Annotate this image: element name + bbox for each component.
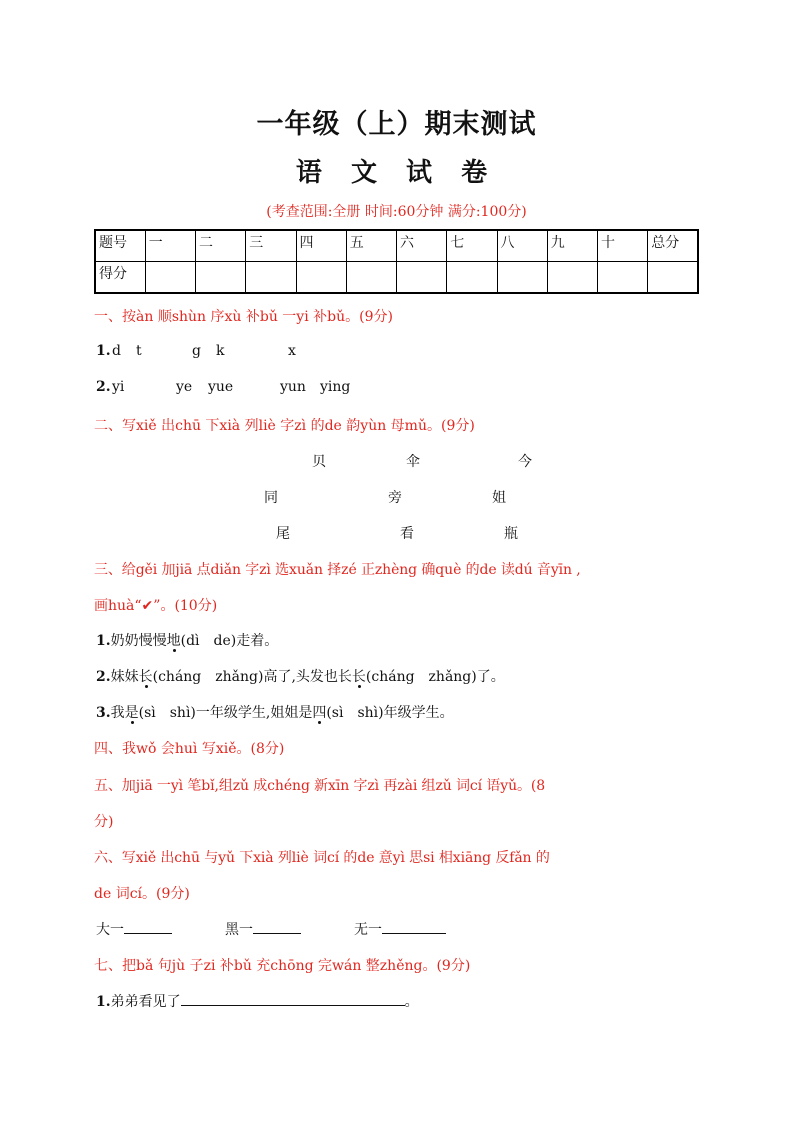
sentence-text: (sì shì)一年级学生,姐姐是 [138,705,313,721]
sentence-text: (sì shì)年级学生。 [326,705,454,721]
q6-heading-cont: de 词cí。(9分) [94,886,190,902]
q1-heading: 一、按àn 顺shùn 序xù 补bǔ 一yi 补bǔ。(9分) [94,309,393,325]
item-number: 1. [96,343,111,359]
q3-heading-part: 画huà“ [94,598,142,614]
q1-line-2 [96,379,351,395]
antonym-item [354,919,446,939]
sentence-text: 我 [110,705,125,721]
syllable: ying [320,379,351,395]
sentence-text: 。 [404,994,419,1010]
answer-blank[interactable] [181,991,405,1006]
dotted-char: 四 [312,705,327,721]
score-input-cell[interactable] [648,262,698,294]
q1-line-1 [96,343,296,359]
score-input-cell[interactable] [246,262,296,294]
letter: d [112,343,121,359]
page-title: 一年级（上）期末测试 [256,109,537,140]
sentence-text: 奶奶慢慢 [110,633,167,649]
letter: k [216,343,225,359]
sentence-text: (dì de)走着。 [180,633,279,649]
table-row [95,230,698,262]
exam-info: (考查范围:全册 时间:60分钟 满分:100分) [266,204,527,220]
item-number: 1. [96,994,111,1010]
score-input-cell[interactable] [145,262,195,294]
antonym-prompt: 大一 [96,922,124,938]
score-input-cell[interactable] [196,262,246,294]
sentence-text: (cháng zhǎng)高了,头发也长 [152,669,352,685]
table-cell: 三 [246,230,296,262]
answer-blank[interactable] [124,919,172,934]
syllable: yue [208,379,234,395]
letter: t [136,343,142,359]
score-input-cell[interactable] [296,262,346,294]
q6-heading: 六、写xiě 出chū 与yǔ 下xià 列liè 词cí 的de 意yì 思si 相xiāng 反fǎn 的 [94,850,550,866]
char: 今 [518,454,532,470]
score-input-cell[interactable] [397,262,447,294]
q3-sentence-3 [96,702,454,722]
antonym-prompt: 黑一 [225,922,253,938]
score-input-cell[interactable] [447,262,497,294]
table-cell: 七 [447,230,497,262]
letter: x [288,343,296,359]
q3-heading: 三、给gěi 加jiā 点diǎn 字zì 选xuǎn 择zé 正zhèng 确què 的de 读dú 音yīn , [94,562,581,578]
table-cell: 八 [497,230,547,262]
dotted-char: 是 [124,705,139,721]
table-cell: 十 [598,230,648,262]
dotted-char: 长 [351,669,366,685]
answer-blank[interactable] [253,919,301,934]
q4-heading: 四、我wǒ 会huì 写xiě。(8分) [94,741,285,757]
q7-heading: 七、把bǎ 句jù 子zi 补bǔ 充chōng 完wán 整zhěng。(9分) [94,958,471,974]
syllable: ye [176,379,193,395]
antonym-prompt: 无一 [354,922,382,938]
char: 瓶 [504,526,518,542]
q3-heading-cont [94,595,217,615]
q3-heading-part: ”。(10分) [153,598,218,614]
score-table [94,229,699,294]
table-row [95,262,698,294]
char: 尾 [276,526,290,542]
table-cell: 总分 [648,230,698,262]
char: 同 [264,490,278,506]
q2-heading: 二、写xiě 出chū 下xià 列liè 字zì 的de 韵yùn 母mǔ。(9分) [94,418,475,434]
q7-sentence-1 [96,991,419,1011]
antonym-item [225,919,301,939]
table-cell: 一 [145,230,195,262]
q3-sentence-2 [96,666,505,686]
item-number: 2. [96,669,111,685]
antonym-item [96,919,172,939]
q5-heading: 五、加jiā 一yì 笔bǐ,组zǔ 成chéng 新xīn 字zì 再zài 组zǔ 词cí 语yǔ。(8 [94,778,546,794]
syllable: yi [112,379,125,395]
syllable: yun [280,379,306,395]
letter: g [192,343,201,359]
table-cell: 四 [296,230,346,262]
item-number: 3. [96,705,111,721]
q5-heading-cont: 分) [94,814,114,830]
q3-sentence-1 [96,630,278,650]
score-input-cell[interactable] [497,262,547,294]
table-cell: 得分 [95,262,145,294]
check-mark-icon: ✔ [141,598,154,614]
char: 贝 [312,454,326,470]
score-input-cell[interactable] [547,262,597,294]
item-number: 1. [96,633,111,649]
table-cell: 二 [196,230,246,262]
item-number: 2. [96,379,111,395]
score-input-cell[interactable] [598,262,648,294]
char: 姐 [492,490,506,506]
char: 看 [400,526,414,542]
sentence-text: 妹妹 [110,669,139,685]
sentence-text: 弟弟看见了 [110,994,181,1010]
table-cell: 题号 [95,230,145,262]
table-cell: 九 [547,230,597,262]
table-cell: 六 [397,230,447,262]
char: 旁 [388,490,402,506]
table-cell: 五 [346,230,396,262]
char: 伞 [406,454,420,470]
sentence-text: (cháng zhǎng)了。 [365,669,505,685]
dotted-char: 地 [166,633,181,649]
score-input-cell[interactable] [346,262,396,294]
page-subtitle: 语 文 试 卷 [295,158,498,188]
answer-blank[interactable] [382,919,446,934]
dotted-char: 长 [138,669,153,685]
